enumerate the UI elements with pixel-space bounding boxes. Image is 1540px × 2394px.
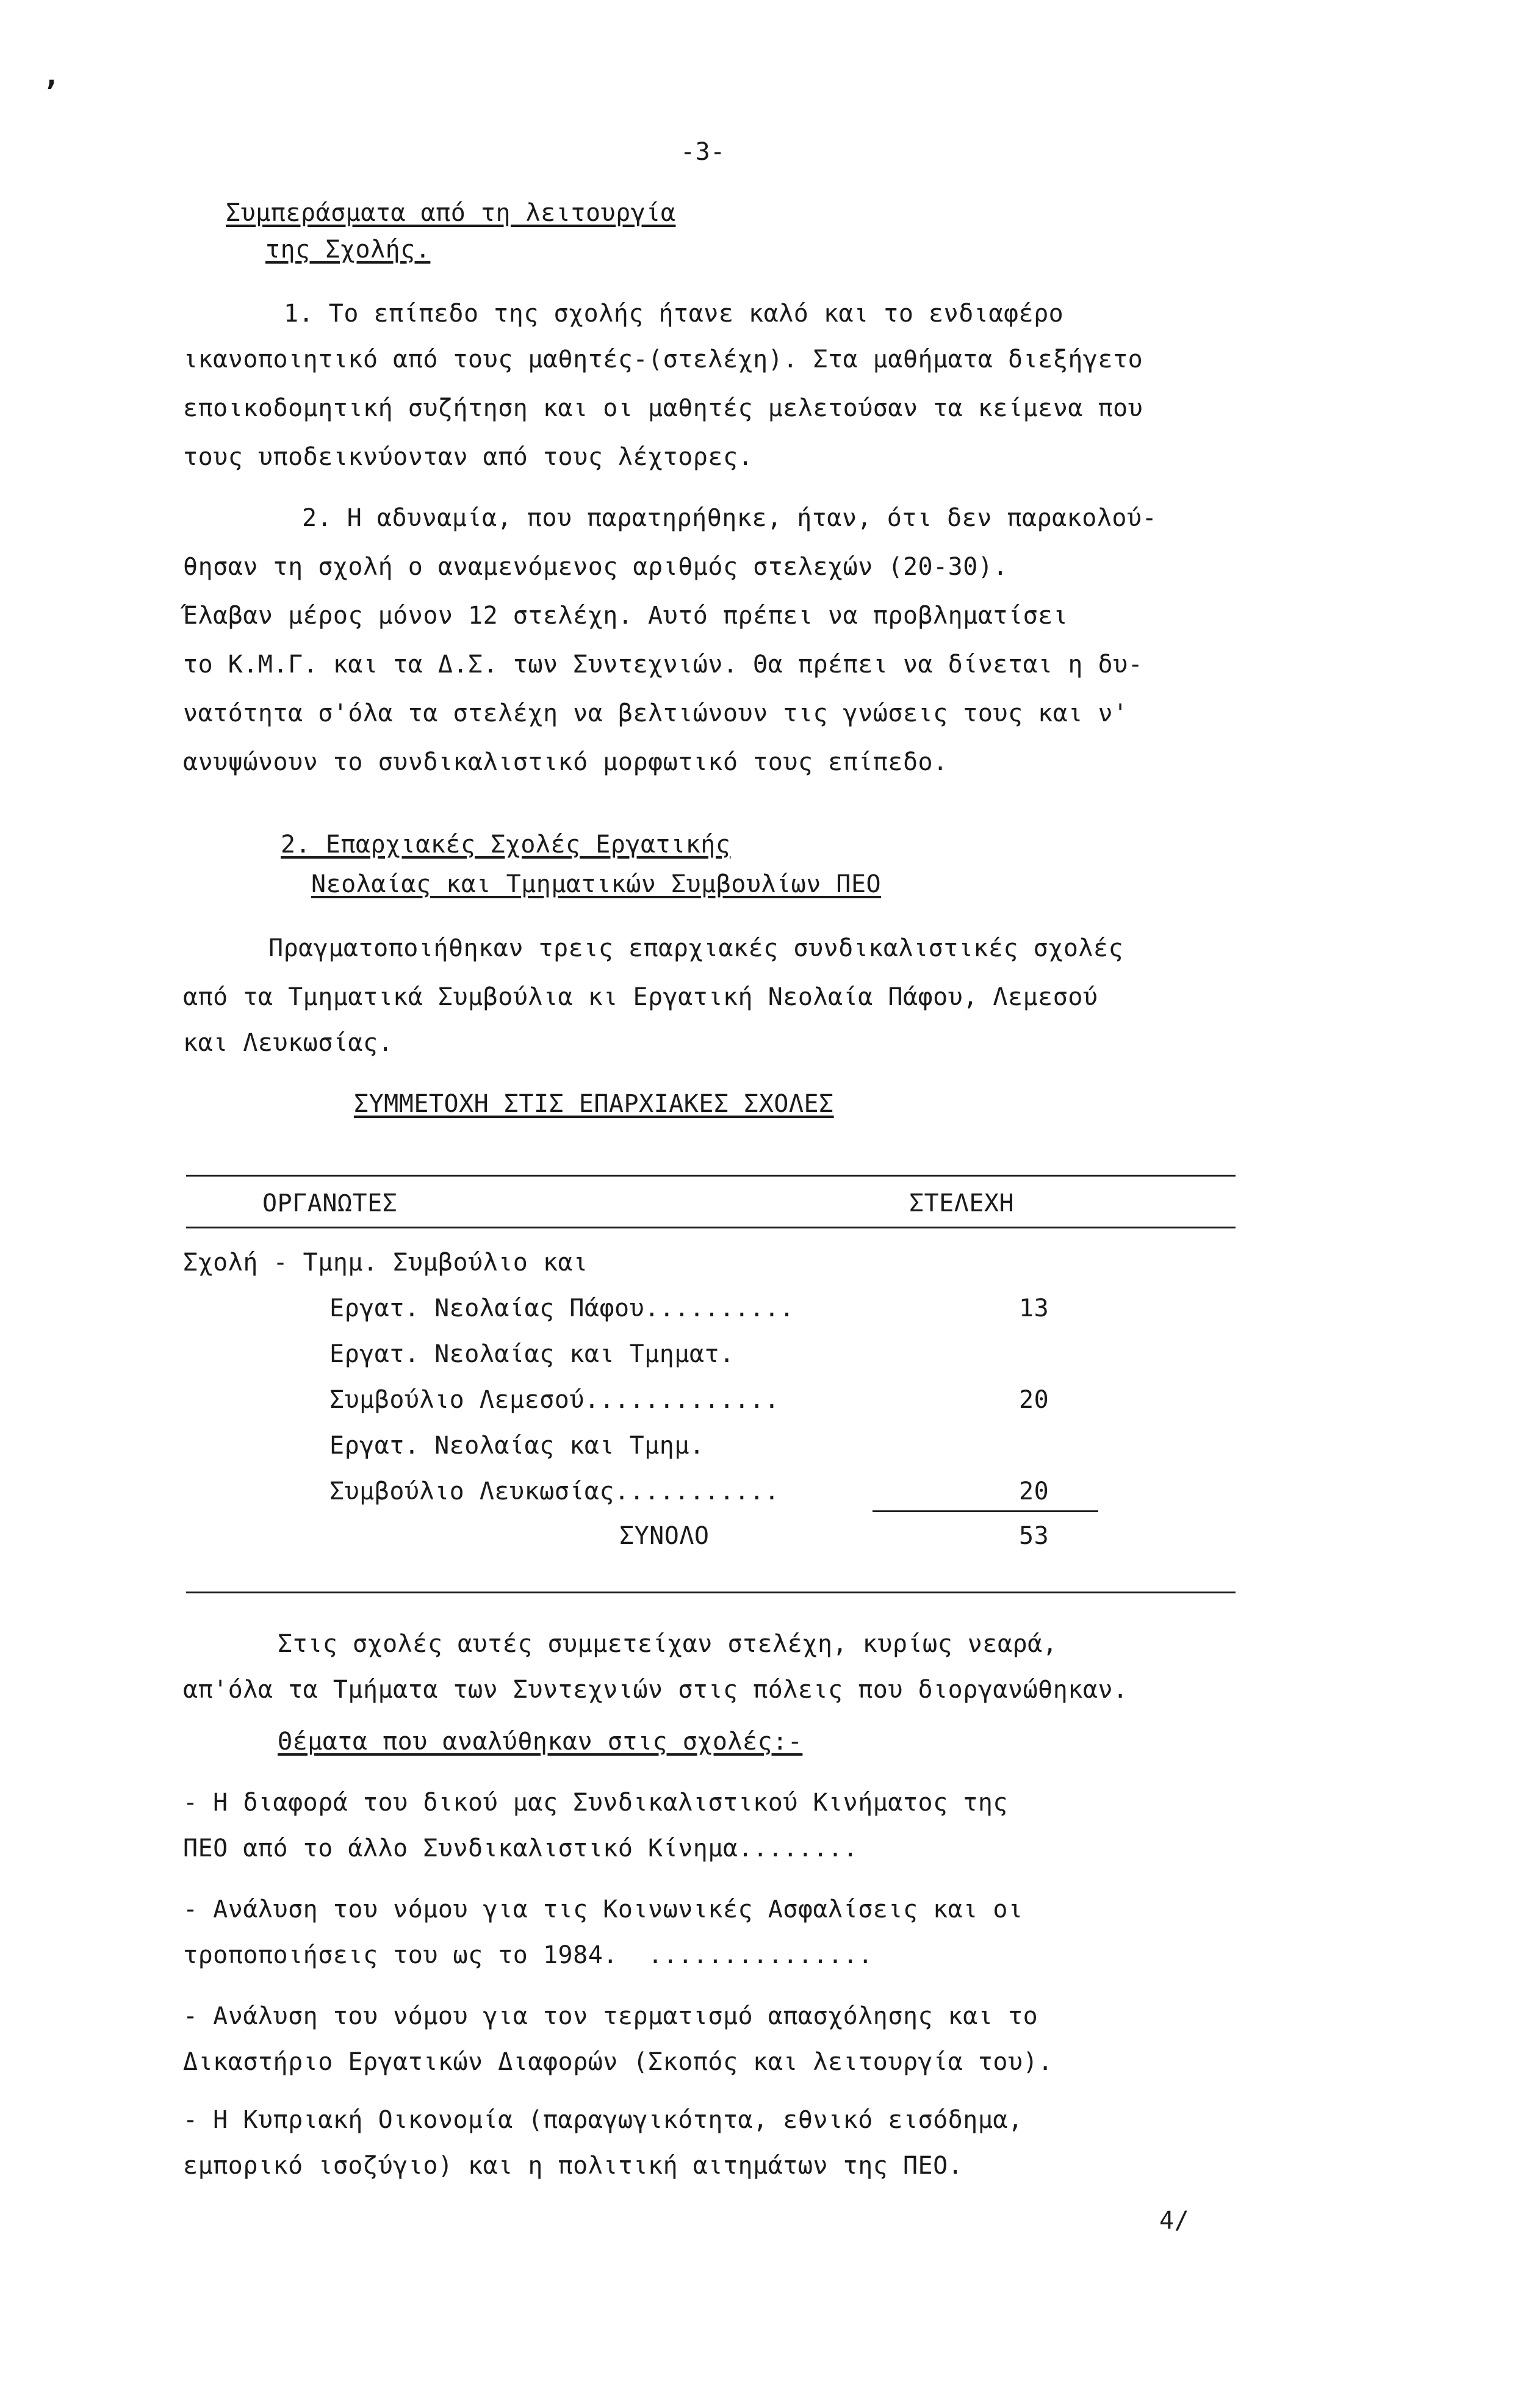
topic-3-line1: - Ανάλυση του νόμου για τον τερματισμό απασχόλησης και το <box>183 2002 1038 2030</box>
heading-title-2: της Σχολής. <box>265 236 431 264</box>
table-row-2-line2: Συμβούλιο Λεμεσού............. <box>329 1386 780 1414</box>
s1-p2-line1: 2. Η αδυναμία, που παρατηρήθηκε, ήταν, ότι δεν παρακολού- <box>302 504 1157 532</box>
table-row-1-value: 13 <box>1019 1294 1049 1322</box>
s2-intro-line1: Πραγματοποιήθηκαν τρεις επαρχιακές συνδικαλιστικές σχολές <box>268 934 1124 962</box>
topic-3-line2: Δικαστήριο Εργατικών Διαφορών (Σκοπός και λειτουργία του). <box>183 2048 1053 2076</box>
s1-p1-line1: 1. Το επίπεδο της σχολής ήτανε καλό και το ενδιαφέρο <box>284 300 1064 328</box>
table-top-rule <box>186 1175 1236 1177</box>
s3-p-line2: απ'όλα τα Τμήματα των Συντεχνιών στις πόλεις που διοργανώθηκαν. <box>183 1676 1128 1704</box>
s2-intro-line2: από τα Τμηματικά Συμβούλια κι Εργατική Νεολαία Πάφου, Λεμεσού <box>183 983 1098 1011</box>
table-bottom-rule <box>186 1592 1236 1593</box>
table-row-3-line1: Εργατ. Νεολαίας και Τμημ. <box>329 1432 705 1460</box>
table-row-1-line2: Εργατ. Νεολαίας Πάφου.......... <box>329 1294 795 1322</box>
s1-p2-line4: το Κ.Μ.Γ. και τα Δ.Σ. των Συντεχνιών. Θα πρέπει να δίνεται η δυ- <box>183 651 1143 679</box>
s1-p1-line4: τους υποδεικνύονταν από τους λέχτορες. <box>183 443 754 471</box>
table-row-3-line2: Συμβούλιο Λευκωσίας........... <box>329 1477 780 1505</box>
table-header-rule <box>186 1227 1236 1228</box>
topics-heading: Θέματα που αναλύθηκαν στις σχολές:- <box>278 1728 803 1756</box>
col-staff: ΣΤΕΛΕΧΗ <box>909 1189 1015 1217</box>
s1-p2-line2: θησαν τη σχολή ο αναμενόμενος αριθμός στελεχών (20-30). <box>183 553 1009 581</box>
continuation-marker: 4/ <box>1159 2207 1190 2235</box>
table-row-2-line1: Εργατ. Νεολαίας και Τμηματ. <box>329 1340 735 1368</box>
table-total-label: ΣΥΝΟΛΟ <box>619 1522 710 1550</box>
topic-4-line1: - Η Κυπριακή Οικονομία (παραγωγικότητα, εθνικό εισόδημα, <box>183 2106 1023 2134</box>
s2-intro-line3: και Λευκωσίας. <box>183 1029 394 1057</box>
topic-1-line1: - Η διαφορά του δικού μας Συνδικαλιστικού Κινήματος της <box>183 1789 1009 1817</box>
s1-p2-line3: Έλαβαν μέρος μόνον 12 στελέχη. Αυτό πρέπει να προβληματίσει <box>183 602 1068 630</box>
corner-mark: , <box>43 58 60 92</box>
topic-4-line2: εμπορικό ισοζύγιο) και η πολιτική αιτημάτων της ΠΕΟ. <box>183 2152 963 2180</box>
s1-p2-line6: ανυψώνουν το συνδικαλιστικό μορφωτικό τους επίπεδο. <box>183 748 948 776</box>
heading-title: Συμπεράσματα από τη λειτουργία <box>226 199 676 227</box>
topic-1-line2: ΠΕΟ από το άλλο Συνδικαλιστικό Κίνημα........ <box>183 1834 858 1862</box>
s3-p-line1: Στις σχολές αυτές συμμετείχαν στελέχη, κυρίως νεαρά, <box>278 1630 1058 1658</box>
col-organisers: ΟΡΓΑΝΩΤΕΣ <box>262 1189 398 1217</box>
s2-heading-2: Νεολαίας και Τμηματικών Συμβουλίων ΠΕΟ <box>311 870 882 898</box>
page-number: -3- <box>680 138 725 166</box>
s2-heading-1: 2. Επαρχιακές Σχολές Εργατικής <box>281 831 731 859</box>
table-row-2-value: 20 <box>1019 1386 1049 1414</box>
table-sum-rule <box>873 1510 1098 1512</box>
s1-p1-line2: ικανοποιητικό από τους μαθητές-(στελέχη). Στα μαθήματα διεξήγετο <box>183 345 1143 373</box>
table-row-1-line1: Σχολή - Τμημ. Συμβούλιο και <box>183 1249 588 1277</box>
table-title: ΣΥΜΜΕΤΟΧΗ ΣΤΙΣ ΕΠΑΡΧΙΑΚΕΣ ΣΧΟΛΕΣ <box>354 1090 834 1118</box>
topic-2-line1: - Ανάλυση του νόμου για τις Κοινωνικές Ασφαλίσεις και οι <box>183 1895 1023 1923</box>
table-total-value: 53 <box>1019 1522 1049 1550</box>
topic-2-line2: τροποποιήσεις του ως το 1984. ............... <box>183 1941 873 1969</box>
s1-p1-line3: εποικοδομητική συζήτηση και οι μαθητές μελετούσαν τα κείμενα που <box>183 394 1143 422</box>
table-row-3-value: 20 <box>1019 1477 1049 1505</box>
s1-p2-line5: νατότητα σ'όλα τα στελέχη να βελτιώνουν τις γνώσεις τους και ν' <box>183 699 1128 727</box>
